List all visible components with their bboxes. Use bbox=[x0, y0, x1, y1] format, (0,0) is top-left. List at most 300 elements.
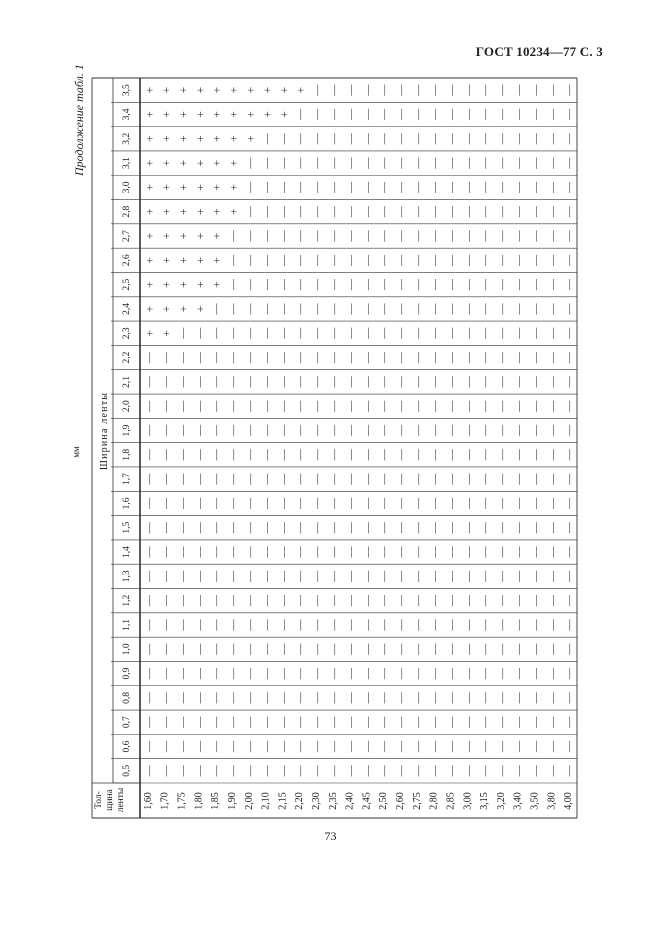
dash-cell: — bbox=[378, 619, 391, 631]
dash-cell: — bbox=[378, 570, 391, 582]
dash-cell: — bbox=[193, 376, 206, 388]
dash-cell: — bbox=[563, 352, 576, 364]
dash-cell: — bbox=[328, 400, 341, 412]
dash-cell: — bbox=[462, 303, 475, 315]
dash-cell: — bbox=[513, 449, 526, 461]
dash-cell: — bbox=[496, 668, 509, 680]
plus-cell: + bbox=[260, 86, 275, 94]
dash-cell: — bbox=[563, 181, 576, 193]
dash-cell: — bbox=[361, 303, 374, 315]
dash-cell: — bbox=[361, 254, 374, 266]
thickness-label: 2,35 bbox=[327, 792, 339, 810]
dash-cell: — bbox=[311, 303, 324, 315]
dash-cell: — bbox=[529, 692, 542, 704]
dash-cell: — bbox=[261, 133, 274, 145]
dash-cell: — bbox=[143, 668, 156, 680]
dash-cell: — bbox=[361, 522, 374, 534]
dash-cell: — bbox=[210, 473, 223, 485]
dash-cell: — bbox=[328, 84, 341, 96]
thickness-label: 2,20 bbox=[294, 792, 306, 810]
dash-cell: — bbox=[378, 206, 391, 218]
dash-cell: — bbox=[395, 741, 408, 753]
dash-cell: — bbox=[513, 473, 526, 485]
dash-cell: — bbox=[546, 546, 559, 558]
dash-cell: — bbox=[328, 352, 341, 364]
dash-cell: — bbox=[513, 254, 526, 266]
width-label: 1,4 bbox=[122, 546, 132, 558]
dash-cell: — bbox=[177, 327, 190, 339]
dash-cell: — bbox=[546, 668, 559, 680]
dash-cell: — bbox=[277, 254, 290, 266]
dash-cell: — bbox=[412, 570, 425, 582]
dash-cell: — bbox=[193, 643, 206, 655]
dash-cell: — bbox=[378, 449, 391, 461]
dash-cell: — bbox=[345, 473, 358, 485]
dash-cell: — bbox=[445, 716, 458, 728]
dash-cell: — bbox=[496, 108, 509, 120]
plus-cell: + bbox=[192, 208, 207, 216]
dash-cell: — bbox=[395, 84, 408, 96]
dash-cell: — bbox=[462, 376, 475, 388]
dash-cell: — bbox=[395, 254, 408, 266]
thickness-header-line: ленты bbox=[116, 787, 126, 813]
dash-cell: — bbox=[513, 352, 526, 364]
dash-cell: — bbox=[294, 522, 307, 534]
dash-cell: — bbox=[462, 546, 475, 558]
dash-cell: — bbox=[227, 570, 240, 582]
dash-cell: — bbox=[412, 546, 425, 558]
dash-cell: — bbox=[445, 303, 458, 315]
dash-cell: — bbox=[160, 570, 173, 582]
dash-cell: — bbox=[328, 595, 341, 607]
dash-cell: — bbox=[311, 206, 324, 218]
plus-cell: + bbox=[142, 208, 157, 216]
dash-cell: — bbox=[328, 181, 341, 193]
dash-cell: — bbox=[193, 327, 206, 339]
dash-cell: — bbox=[193, 497, 206, 509]
dash-cell: — bbox=[345, 181, 358, 193]
dash-cell: — bbox=[445, 279, 458, 291]
width-label: 3,4 bbox=[122, 108, 132, 121]
dash-cell: — bbox=[210, 668, 223, 680]
plus-cell: + bbox=[192, 111, 207, 118]
dash-cell: — bbox=[227, 741, 240, 753]
dash-cell: — bbox=[563, 376, 576, 388]
dash-cell: — bbox=[361, 449, 374, 461]
dash-cell: — bbox=[529, 522, 542, 534]
dash-cell: — bbox=[429, 279, 442, 291]
width-label: 2,7 bbox=[122, 230, 132, 242]
dash-cell: — bbox=[177, 546, 190, 558]
dash-cell: — bbox=[294, 327, 307, 339]
dash-cell: — bbox=[445, 595, 458, 607]
dash-cell: — bbox=[227, 400, 240, 412]
dash-cell: — bbox=[546, 473, 559, 485]
thickness-label: 3,40 bbox=[512, 792, 524, 810]
dash-cell: — bbox=[311, 522, 324, 534]
plus-cell: + bbox=[142, 184, 157, 191]
dash-cell: — bbox=[479, 692, 492, 704]
plus-cell: + bbox=[192, 86, 207, 94]
dash-cell: — bbox=[244, 449, 257, 461]
plus-cell: + bbox=[142, 86, 157, 94]
page-number: 73 bbox=[324, 829, 337, 843]
plus-cell: + bbox=[159, 305, 174, 313]
dash-cell: — bbox=[244, 157, 257, 169]
dash-cell: — bbox=[328, 157, 341, 169]
dash-cell: — bbox=[244, 595, 257, 607]
plus-cell: + bbox=[176, 111, 191, 118]
dash-cell: — bbox=[378, 376, 391, 388]
dash-cell: — bbox=[345, 522, 358, 534]
dash-cell: — bbox=[462, 741, 475, 753]
dash-cell: — bbox=[328, 692, 341, 704]
dash-cell: — bbox=[143, 497, 156, 509]
thickness-label: 2,85 bbox=[445, 792, 457, 810]
dash-cell: — bbox=[546, 497, 559, 509]
dash-cell: — bbox=[479, 376, 492, 388]
dash-cell: — bbox=[227, 643, 240, 655]
dash-cell: — bbox=[445, 400, 458, 412]
thickness-label: 1,60 bbox=[142, 792, 154, 810]
dash-cell: — bbox=[513, 595, 526, 607]
dash-cell: — bbox=[328, 765, 341, 777]
dash-cell: — bbox=[529, 668, 542, 680]
dash-cell: — bbox=[227, 546, 240, 558]
dash-cell: — bbox=[227, 522, 240, 534]
dash-cell: — bbox=[412, 181, 425, 193]
dash-cell: — bbox=[210, 303, 223, 315]
dash-cell: — bbox=[445, 108, 458, 120]
dash-cell: — bbox=[261, 741, 274, 753]
plus-cell: + bbox=[142, 111, 157, 118]
thickness-label: 4,00 bbox=[563, 792, 575, 810]
dash-cell: — bbox=[546, 595, 559, 607]
plus-cell: + bbox=[142, 256, 157, 264]
dash-cell: — bbox=[445, 376, 458, 388]
dash-cell: — bbox=[462, 108, 475, 120]
width-label: 2,4 bbox=[122, 303, 132, 315]
dash-cell: — bbox=[210, 716, 223, 728]
dash-cell: — bbox=[261, 279, 274, 291]
dash-cell: — bbox=[311, 741, 324, 753]
dash-cell: — bbox=[479, 473, 492, 485]
dash-cell: — bbox=[361, 327, 374, 339]
dash-cell: — bbox=[395, 716, 408, 728]
dash-cell: — bbox=[529, 327, 542, 339]
dash-cell: — bbox=[328, 230, 341, 242]
dash-cell: — bbox=[345, 230, 358, 242]
dash-cell: — bbox=[412, 741, 425, 753]
dash-cell: — bbox=[345, 157, 358, 169]
dash-cell: — bbox=[328, 449, 341, 461]
dash-cell: — bbox=[445, 692, 458, 704]
dash-cell: — bbox=[345, 400, 358, 412]
plus-cell: + bbox=[159, 281, 174, 289]
dash-cell: — bbox=[513, 400, 526, 412]
dash-cell: — bbox=[277, 473, 290, 485]
dash-cell: — bbox=[378, 400, 391, 412]
dash-cell: — bbox=[261, 619, 274, 631]
dash-cell: — bbox=[160, 376, 173, 388]
dash-cell: — bbox=[277, 449, 290, 461]
dash-cell: — bbox=[479, 279, 492, 291]
dash-cell: — bbox=[345, 279, 358, 291]
dash-cell: — bbox=[294, 570, 307, 582]
width-label: 2,6 bbox=[122, 254, 132, 267]
dash-cell: — bbox=[513, 303, 526, 315]
dash-cell: — bbox=[143, 716, 156, 728]
dash-cell: — bbox=[445, 425, 458, 436]
dash-cell: — bbox=[378, 84, 391, 96]
dash-cell: — bbox=[177, 425, 190, 436]
dash-cell: — bbox=[429, 546, 442, 558]
dash-cell: — bbox=[311, 765, 324, 777]
plus-cell: + bbox=[192, 281, 207, 289]
dash-cell: — bbox=[277, 546, 290, 558]
dash-cell: — bbox=[227, 497, 240, 509]
dash-cell: — bbox=[546, 133, 559, 145]
dash-cell: — bbox=[244, 230, 257, 242]
plus-cell: + bbox=[176, 281, 191, 289]
plus-cell: + bbox=[243, 86, 258, 94]
thickness-header bbox=[94, 787, 126, 812]
dash-cell: — bbox=[261, 497, 274, 509]
dash-cell: — bbox=[513, 546, 526, 558]
dash-cell: — bbox=[261, 230, 274, 242]
plus-cell: + bbox=[226, 135, 241, 143]
dash-cell: — bbox=[496, 230, 509, 242]
dash-cell: — bbox=[429, 303, 442, 315]
dash-cell: — bbox=[160, 692, 173, 704]
dash-cell: — bbox=[345, 84, 358, 96]
dash-cell: — bbox=[529, 84, 542, 96]
dash-cell: — bbox=[261, 449, 274, 461]
dash-cell: — bbox=[143, 619, 156, 631]
dash-cell: — bbox=[227, 425, 240, 436]
dash-cell: — bbox=[445, 522, 458, 534]
thickness-label: 2,10 bbox=[260, 792, 272, 810]
dash-cell: — bbox=[328, 133, 341, 145]
thickness-label: 2,75 bbox=[411, 792, 423, 810]
dash-cell: — bbox=[177, 570, 190, 582]
dash-cell: — bbox=[412, 643, 425, 655]
dash-cell: — bbox=[412, 327, 425, 339]
dash-cell: — bbox=[445, 206, 458, 218]
dash-cell: — bbox=[378, 181, 391, 193]
thickness-label: 2,80 bbox=[428, 792, 440, 810]
dash-cell: — bbox=[294, 133, 307, 145]
dash-cell: — bbox=[261, 400, 274, 412]
dash-cell: — bbox=[294, 254, 307, 266]
dash-cell: — bbox=[378, 279, 391, 291]
plus-cell: + bbox=[142, 159, 157, 167]
dash-cell: — bbox=[311, 84, 324, 96]
plus-cell: + bbox=[142, 305, 157, 313]
dash-cell: — bbox=[429, 497, 442, 509]
dash-cell: — bbox=[395, 765, 408, 777]
dash-cell: — bbox=[210, 497, 223, 509]
width-label: 1,8 bbox=[122, 448, 132, 461]
dash-cell: — bbox=[546, 181, 559, 193]
dash-cell: — bbox=[496, 206, 509, 218]
dash-cell: — bbox=[311, 595, 324, 607]
dash-cell: — bbox=[529, 425, 542, 436]
plus-cell: + bbox=[192, 256, 207, 264]
dash-cell: — bbox=[311, 230, 324, 242]
dash-cell: — bbox=[546, 254, 559, 266]
dash-cell: — bbox=[412, 230, 425, 242]
width-label: 1,2 bbox=[122, 594, 132, 607]
dash-cell: — bbox=[429, 327, 442, 339]
dash-cell: — bbox=[429, 181, 442, 193]
dash-cell: — bbox=[563, 619, 576, 631]
dash-cell: — bbox=[244, 206, 257, 218]
dash-cell: — bbox=[412, 473, 425, 485]
table-body bbox=[122, 84, 576, 810]
plus-cell: + bbox=[226, 208, 241, 216]
dash-cell: — bbox=[429, 449, 442, 461]
plus-cell: + bbox=[192, 135, 207, 143]
thickness-label: 1,80 bbox=[193, 792, 205, 810]
dash-cell: — bbox=[244, 327, 257, 339]
width-label: 2,3 bbox=[122, 327, 132, 340]
dash-cell: — bbox=[328, 741, 341, 753]
dash-cell: — bbox=[462, 157, 475, 169]
dash-cell: — bbox=[277, 157, 290, 169]
dash-cell: — bbox=[429, 668, 442, 680]
dash-cell: — bbox=[210, 595, 223, 607]
dash-cell: — bbox=[160, 400, 173, 412]
dash-cell: — bbox=[496, 157, 509, 169]
width-label: 3,5 bbox=[122, 84, 132, 97]
plus-cell: + bbox=[176, 232, 191, 240]
dash-cell: — bbox=[429, 643, 442, 655]
dash-cell: — bbox=[563, 522, 576, 534]
dash-cell: — bbox=[462, 692, 475, 704]
dash-cell: — bbox=[513, 741, 526, 753]
dash-cell: — bbox=[244, 522, 257, 534]
dash-cell: — bbox=[462, 352, 475, 364]
dash-cell: — bbox=[412, 765, 425, 777]
dash-cell: — bbox=[143, 595, 156, 607]
width-label: 0,6 bbox=[122, 740, 132, 753]
dash-cell: — bbox=[361, 497, 374, 509]
dash-cell: — bbox=[462, 230, 475, 242]
dash-cell: — bbox=[378, 643, 391, 655]
dash-cell: — bbox=[496, 595, 509, 607]
width-label: 1,0 bbox=[122, 643, 132, 656]
dash-cell: — bbox=[563, 230, 576, 242]
dash-cell: — bbox=[361, 230, 374, 242]
dash-cell: — bbox=[412, 206, 425, 218]
dash-cell: — bbox=[328, 643, 341, 655]
dash-cell: — bbox=[563, 473, 576, 485]
dash-cell: — bbox=[513, 668, 526, 680]
dash-cell: — bbox=[261, 522, 274, 534]
dash-cell: — bbox=[345, 741, 358, 753]
dash-cell: — bbox=[193, 425, 206, 436]
dash-cell: — bbox=[311, 376, 324, 388]
dash-cell: — bbox=[378, 303, 391, 315]
dash-cell: — bbox=[546, 425, 559, 436]
dash-cell: — bbox=[529, 497, 542, 509]
dash-cell: — bbox=[462, 449, 475, 461]
dash-cell: — bbox=[328, 497, 341, 509]
dash-cell: — bbox=[294, 716, 307, 728]
dash-cell: — bbox=[193, 716, 206, 728]
dash-cell: — bbox=[546, 327, 559, 339]
dash-cell: — bbox=[227, 352, 240, 364]
dash-cell: — bbox=[177, 619, 190, 631]
dash-cell: — bbox=[177, 716, 190, 728]
dash-cell: — bbox=[462, 327, 475, 339]
dash-cell: — bbox=[429, 522, 442, 534]
dash-cell: — bbox=[311, 473, 324, 485]
dash-cell: — bbox=[177, 449, 190, 461]
dash-cell: — bbox=[546, 352, 559, 364]
dash-cell: — bbox=[361, 400, 374, 412]
dash-cell: — bbox=[529, 643, 542, 655]
dash-cell: — bbox=[479, 254, 492, 266]
dash-cell: — bbox=[563, 108, 576, 120]
dash-cell: — bbox=[328, 546, 341, 558]
width-label: 2,0 bbox=[122, 400, 132, 413]
thickness-label: 3,00 bbox=[462, 792, 474, 810]
dash-cell: — bbox=[210, 376, 223, 388]
dash-cell: — bbox=[345, 327, 358, 339]
dash-cell: — bbox=[244, 570, 257, 582]
dash-cell: — bbox=[210, 400, 223, 412]
plus-cell: + bbox=[176, 208, 191, 216]
dash-cell: — bbox=[479, 522, 492, 534]
plus-cell: + bbox=[176, 184, 191, 191]
dash-cell: — bbox=[244, 668, 257, 680]
plus-cell: + bbox=[209, 281, 224, 289]
dash-cell: — bbox=[261, 546, 274, 558]
dash-cell: — bbox=[563, 425, 576, 436]
dash-cell: — bbox=[378, 546, 391, 558]
plus-cell: + bbox=[209, 256, 224, 264]
dash-cell: — bbox=[294, 206, 307, 218]
dash-cell: — bbox=[546, 206, 559, 218]
dash-cell: — bbox=[277, 522, 290, 534]
dash-cell: — bbox=[311, 279, 324, 291]
dash-cell: — bbox=[277, 376, 290, 388]
dash-cell: — bbox=[143, 425, 156, 436]
dash-cell: — bbox=[429, 352, 442, 364]
dash-cell: — bbox=[429, 108, 442, 120]
width-label: 2,8 bbox=[122, 205, 132, 218]
dash-cell: — bbox=[513, 327, 526, 339]
dash-cell: — bbox=[345, 133, 358, 145]
dash-cell: — bbox=[244, 425, 257, 436]
dash-cell: — bbox=[210, 425, 223, 436]
dash-cell: — bbox=[328, 206, 341, 218]
dash-cell: — bbox=[345, 303, 358, 315]
width-label: 0,7 bbox=[122, 716, 132, 729]
dash-cell: — bbox=[294, 425, 307, 436]
dash-cell: — bbox=[395, 303, 408, 315]
thickness-label: 1,70 bbox=[159, 792, 171, 810]
dash-cell: — bbox=[345, 546, 358, 558]
dash-cell: — bbox=[563, 449, 576, 461]
dash-cell: — bbox=[496, 449, 509, 461]
thickness-label: 1,75 bbox=[176, 792, 188, 810]
dash-cell: — bbox=[177, 741, 190, 753]
dash-cell: — bbox=[378, 595, 391, 607]
width-label: 1,5 bbox=[122, 521, 132, 534]
